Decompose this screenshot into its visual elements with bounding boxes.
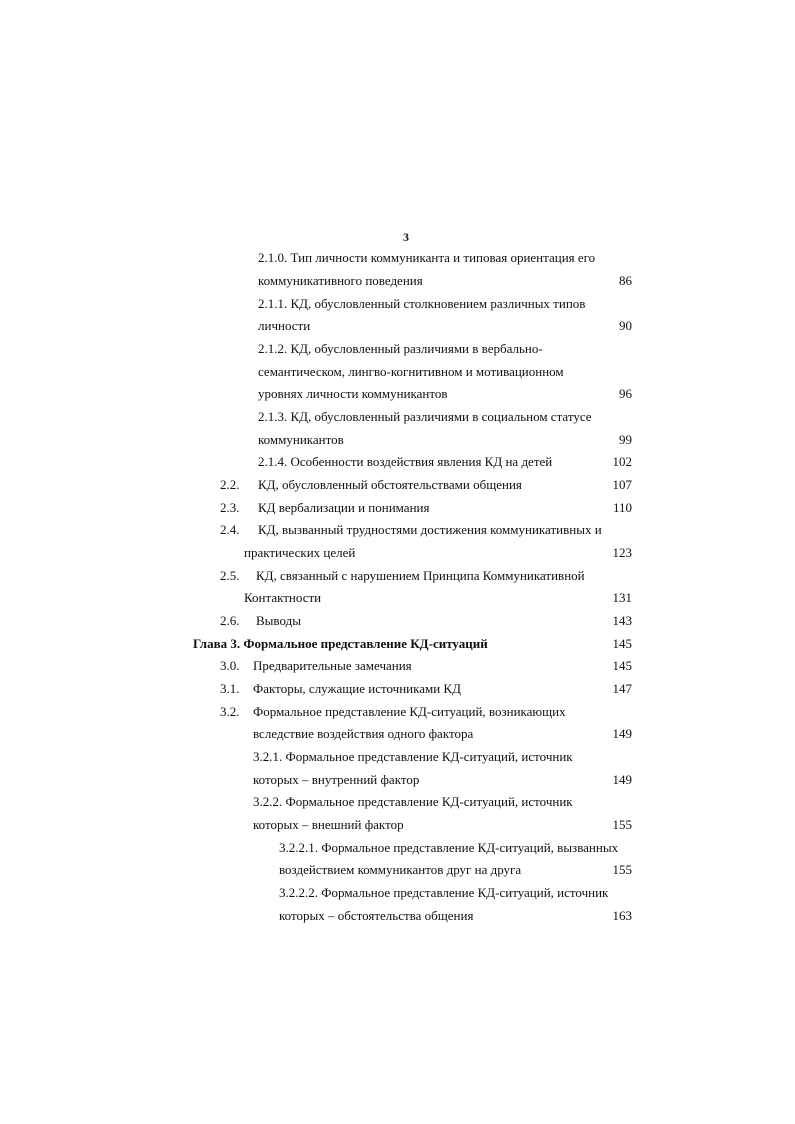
toc-line: Факторы, служащие источниками КД <box>253 681 461 696</box>
toc-line: КД вербализации и понимания <box>258 500 430 515</box>
toc-line: Выводы <box>256 613 301 628</box>
toc-line: 2.1.1. КД, обусловленный столкновением различных типов <box>258 296 586 311</box>
toc-line: 2.1.0. Тип личности коммуниканта и типовая ориентация его <box>258 250 596 265</box>
toc-line: вследствие воздействия одного фактора <box>253 726 474 741</box>
toc-number: 3.1. <box>220 681 240 696</box>
toc-number: 2.5. <box>220 568 240 583</box>
toc-line: КД, обусловленный обстоятельствами общения <box>258 477 522 492</box>
toc-line: уровнях личности коммуникантов <box>258 386 448 401</box>
toc-page: 107 <box>612 477 632 492</box>
toc-page: 123 <box>612 545 632 560</box>
toc-line: практических целей <box>244 545 356 560</box>
toc-number: 2.6. <box>220 613 240 628</box>
toc-page: 110 <box>612 500 632 515</box>
toc-page: 96 <box>619 386 632 401</box>
toc-number: 3.0. <box>220 658 240 673</box>
toc-line: коммуникантов <box>258 432 344 447</box>
toc-page: 155 <box>612 862 632 877</box>
chapter-heading: Глава 3. Формальное представление КД-ситуаций <box>193 636 488 651</box>
toc-line: КД, вызванный трудностями достижения коммуникативных и <box>258 522 602 537</box>
toc-number: 3.2. <box>220 704 240 719</box>
toc-page: 145 <box>612 636 632 651</box>
toc-page: 149 <box>612 772 632 787</box>
toc-page: 163 <box>612 908 632 923</box>
toc-line: которых – внешний фактор <box>253 817 404 832</box>
toc-line: Предварительные замечания <box>253 658 412 673</box>
toc-line: 3.2.2. Формальное представление КД-ситуаций, источник <box>253 794 573 809</box>
toc-line: коммуникативного поведения <box>258 273 423 288</box>
toc-line: семантическом, лингво-когнитивном и мотивационном <box>258 364 564 379</box>
toc-number: 2.2. <box>220 477 240 492</box>
toc-page: 155 <box>612 817 632 832</box>
toc-page: 143 <box>612 613 632 628</box>
toc-line: личности <box>258 318 311 333</box>
toc-page: 99 <box>619 432 632 447</box>
toc-line: 3.2.2.2. Формальное представление КД-ситуаций, источник <box>279 885 609 900</box>
toc-page: 90 <box>619 318 632 333</box>
toc-line: которых – обстоятельства общения <box>279 908 474 923</box>
toc-line: 2.1.4. Особенности воздействия явления КД на детей <box>258 454 553 469</box>
toc-page: 149 <box>612 726 632 741</box>
toc-page: 131 <box>612 590 632 605</box>
toc-line: которых – внутренний фактор <box>253 772 420 787</box>
toc-line: КД, связанный с нарушением Принципа Коммуникативной <box>256 568 585 583</box>
toc-line: Формальное представление КД-ситуаций, возникающих <box>253 704 566 719</box>
toc-page: 147 <box>612 681 632 696</box>
toc-line: 2.1.2. КД, обусловленный различиями в вербально- <box>258 341 543 356</box>
toc-page: 145 <box>612 658 632 673</box>
toc-line: воздействием коммуникантов друг на друга <box>279 862 522 877</box>
toc-line: 2.1.3. КД, обусловленный различиями в социальном статусе <box>258 409 592 424</box>
toc-number: 2.3. <box>220 500 240 515</box>
toc-page: 102 <box>612 454 632 469</box>
toc-number: 2.4. <box>220 522 240 537</box>
toc-line: 3.2.2.1. Формальное представление КД-ситуаций, вызванных <box>279 840 619 855</box>
toc-line: 3.2.1. Формальное представление КД-ситуаций, источник <box>253 749 573 764</box>
toc-page: 86 <box>619 273 632 288</box>
page-number: 3 <box>403 230 409 244</box>
toc-line: Контактности <box>244 590 322 605</box>
